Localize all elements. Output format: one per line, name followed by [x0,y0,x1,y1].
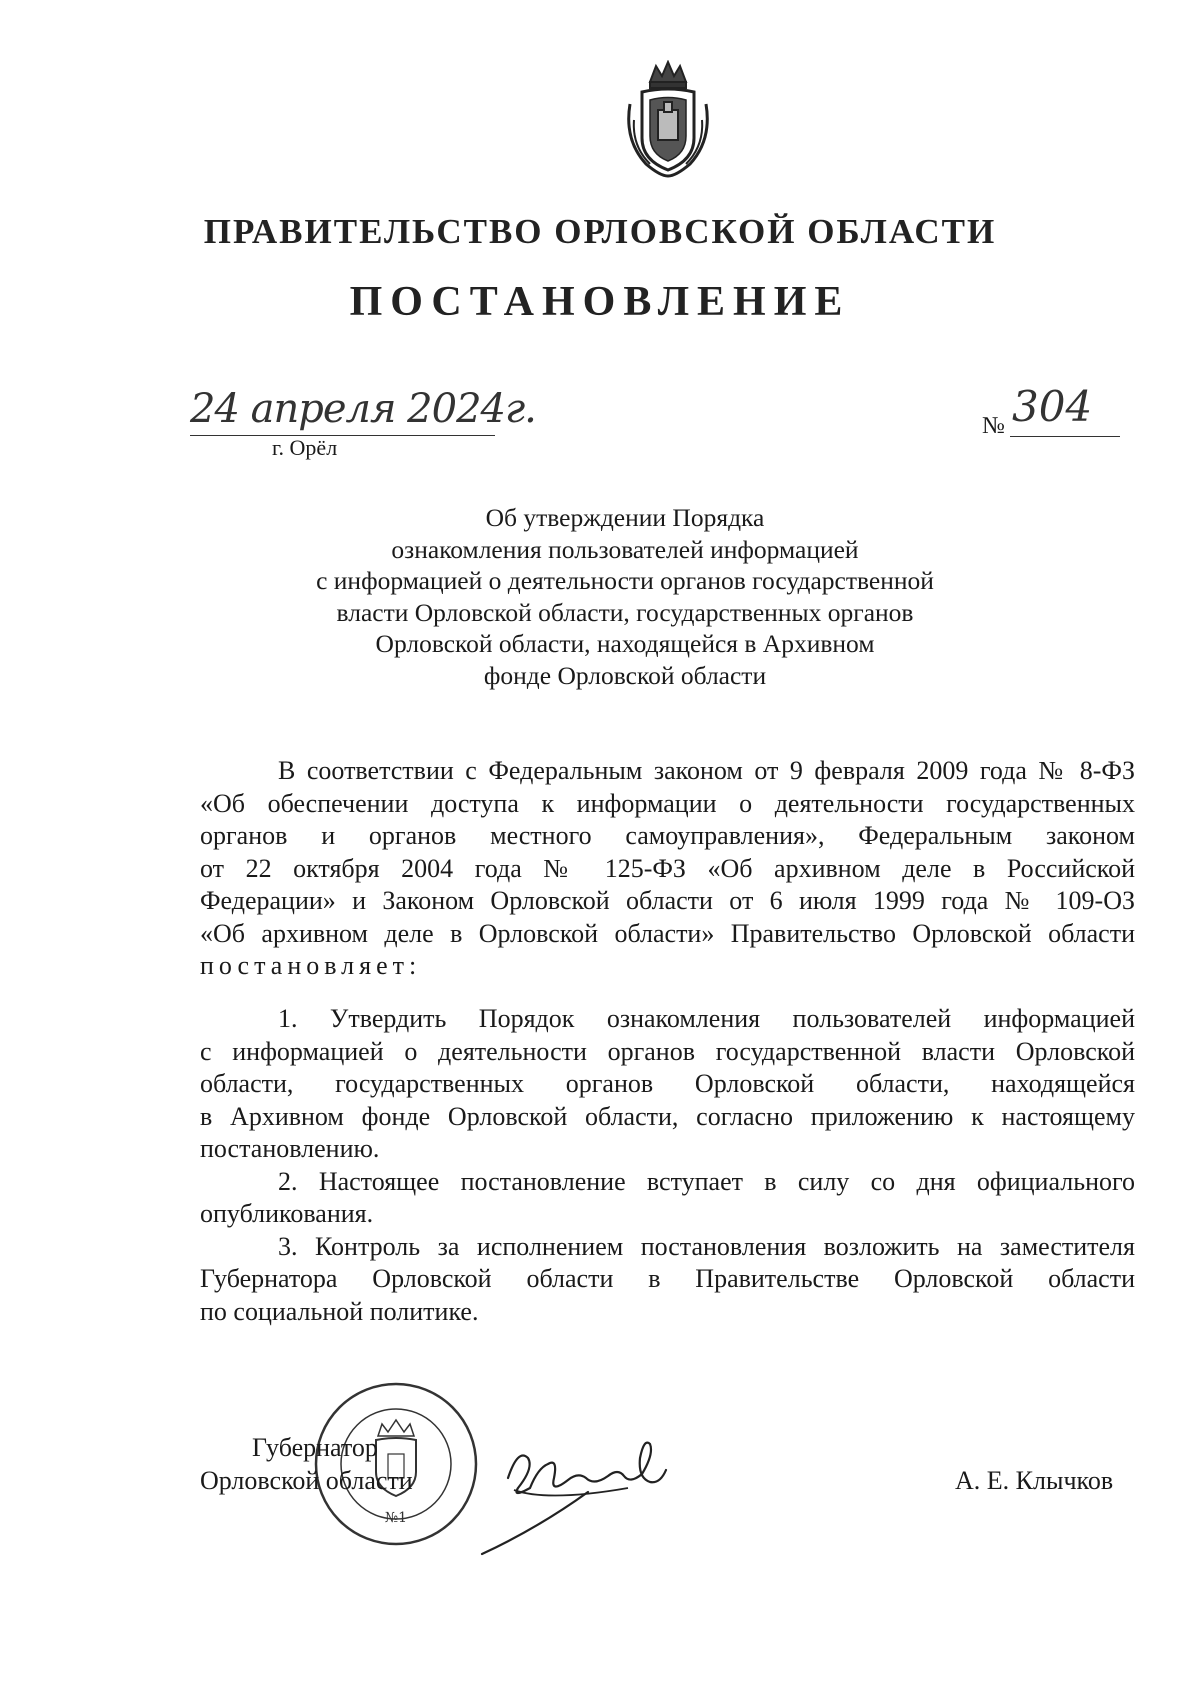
item-line: по социальной политике. [200,1296,479,1326]
paragraph-line: В соответствии с Федеральным законом от 9 февраля 2009 года № 8-ФЗ [278,756,1135,785]
document-subject [250,502,1000,691]
paragraph-line: Федерации» и Законом Орловской области от 6 июля 1999 года № 109-ОЗ [200,886,1135,915]
item-line: опубликования. [200,1199,374,1228]
stamp-number: №1 [384,1510,408,1526]
subject-line: с информацией о деятельности органов государственной [316,566,934,595]
item-line: 3. Контроль за исполнением постановления возложить на заместителя [278,1231,1135,1261]
number-label: № [982,413,1005,439]
resolves-word: постановляет: [200,951,422,980]
item-line: в Архивном фонде Орловской области, согласно приложению к настоящему [200,1101,1135,1131]
signatory-name: А. Е. Клычков [955,1466,1114,1495]
document-city: г. Орёл [272,435,338,460]
item-line: с информацией о деятельности органов государственной власти Орловской [200,1036,1135,1066]
item-line: 1. Утвердить Порядок ознакомления пользователей информацией [278,1004,1135,1033]
paragraph-line: органов и органов местного самоуправления», Федеральным законом [200,821,1135,850]
resolution-items [200,1003,1135,1328]
paragraph-line: «Об обеспечении доступа к информации о деятельности государственных [200,788,1135,818]
document-number: 304 [1012,382,1093,431]
subject-line: Орловской области, находящейся в Архивном [375,629,875,658]
subject-line: ознакомления пользователей информацией [391,534,859,564]
item-line: 2. Настоящее постановление вступает в силу со дня официального [278,1166,1135,1196]
subject-line: фонде Орловской области [483,660,767,690]
paragraph-line: «Об архивном деле в Орловской области» Правительство Орловской области [200,918,1135,948]
document-type: ПОСТАНОВЛЕНИЕ [349,279,851,325]
handwritten-signature-icon [478,1418,728,1558]
orel-oblast-coat-of-arms-icon [620,60,716,180]
signatory-title [200,1432,413,1497]
paragraph-line: от 22 октября 2004 года № 125-ФЗ «Об архивном деле в Российской [200,853,1135,883]
preamble-paragraph [200,755,1135,983]
subject-line: власти Орловской области, государственных органов [336,597,914,627]
signatory-title-line: Орловской области [200,1465,413,1495]
item-line: постановлению. [200,1134,380,1163]
signatory-title-line: Губернатор [252,1433,378,1462]
item-line: Губернатора Орловской области в Правительстве Орловской области [200,1264,1135,1293]
number-underline [1010,436,1120,437]
item-line: области, государственных органов Орловской области, находящейся [200,1069,1135,1098]
document-date: 24 апреля 2024г. [190,386,536,432]
organization-name: ПРАВИТЕЛЬСТВО ОРЛОВСКОЙ ОБЛАСТИ [203,212,997,251]
subject-line: Об утверждении Порядка [485,503,765,532]
date-underline [190,435,495,436]
